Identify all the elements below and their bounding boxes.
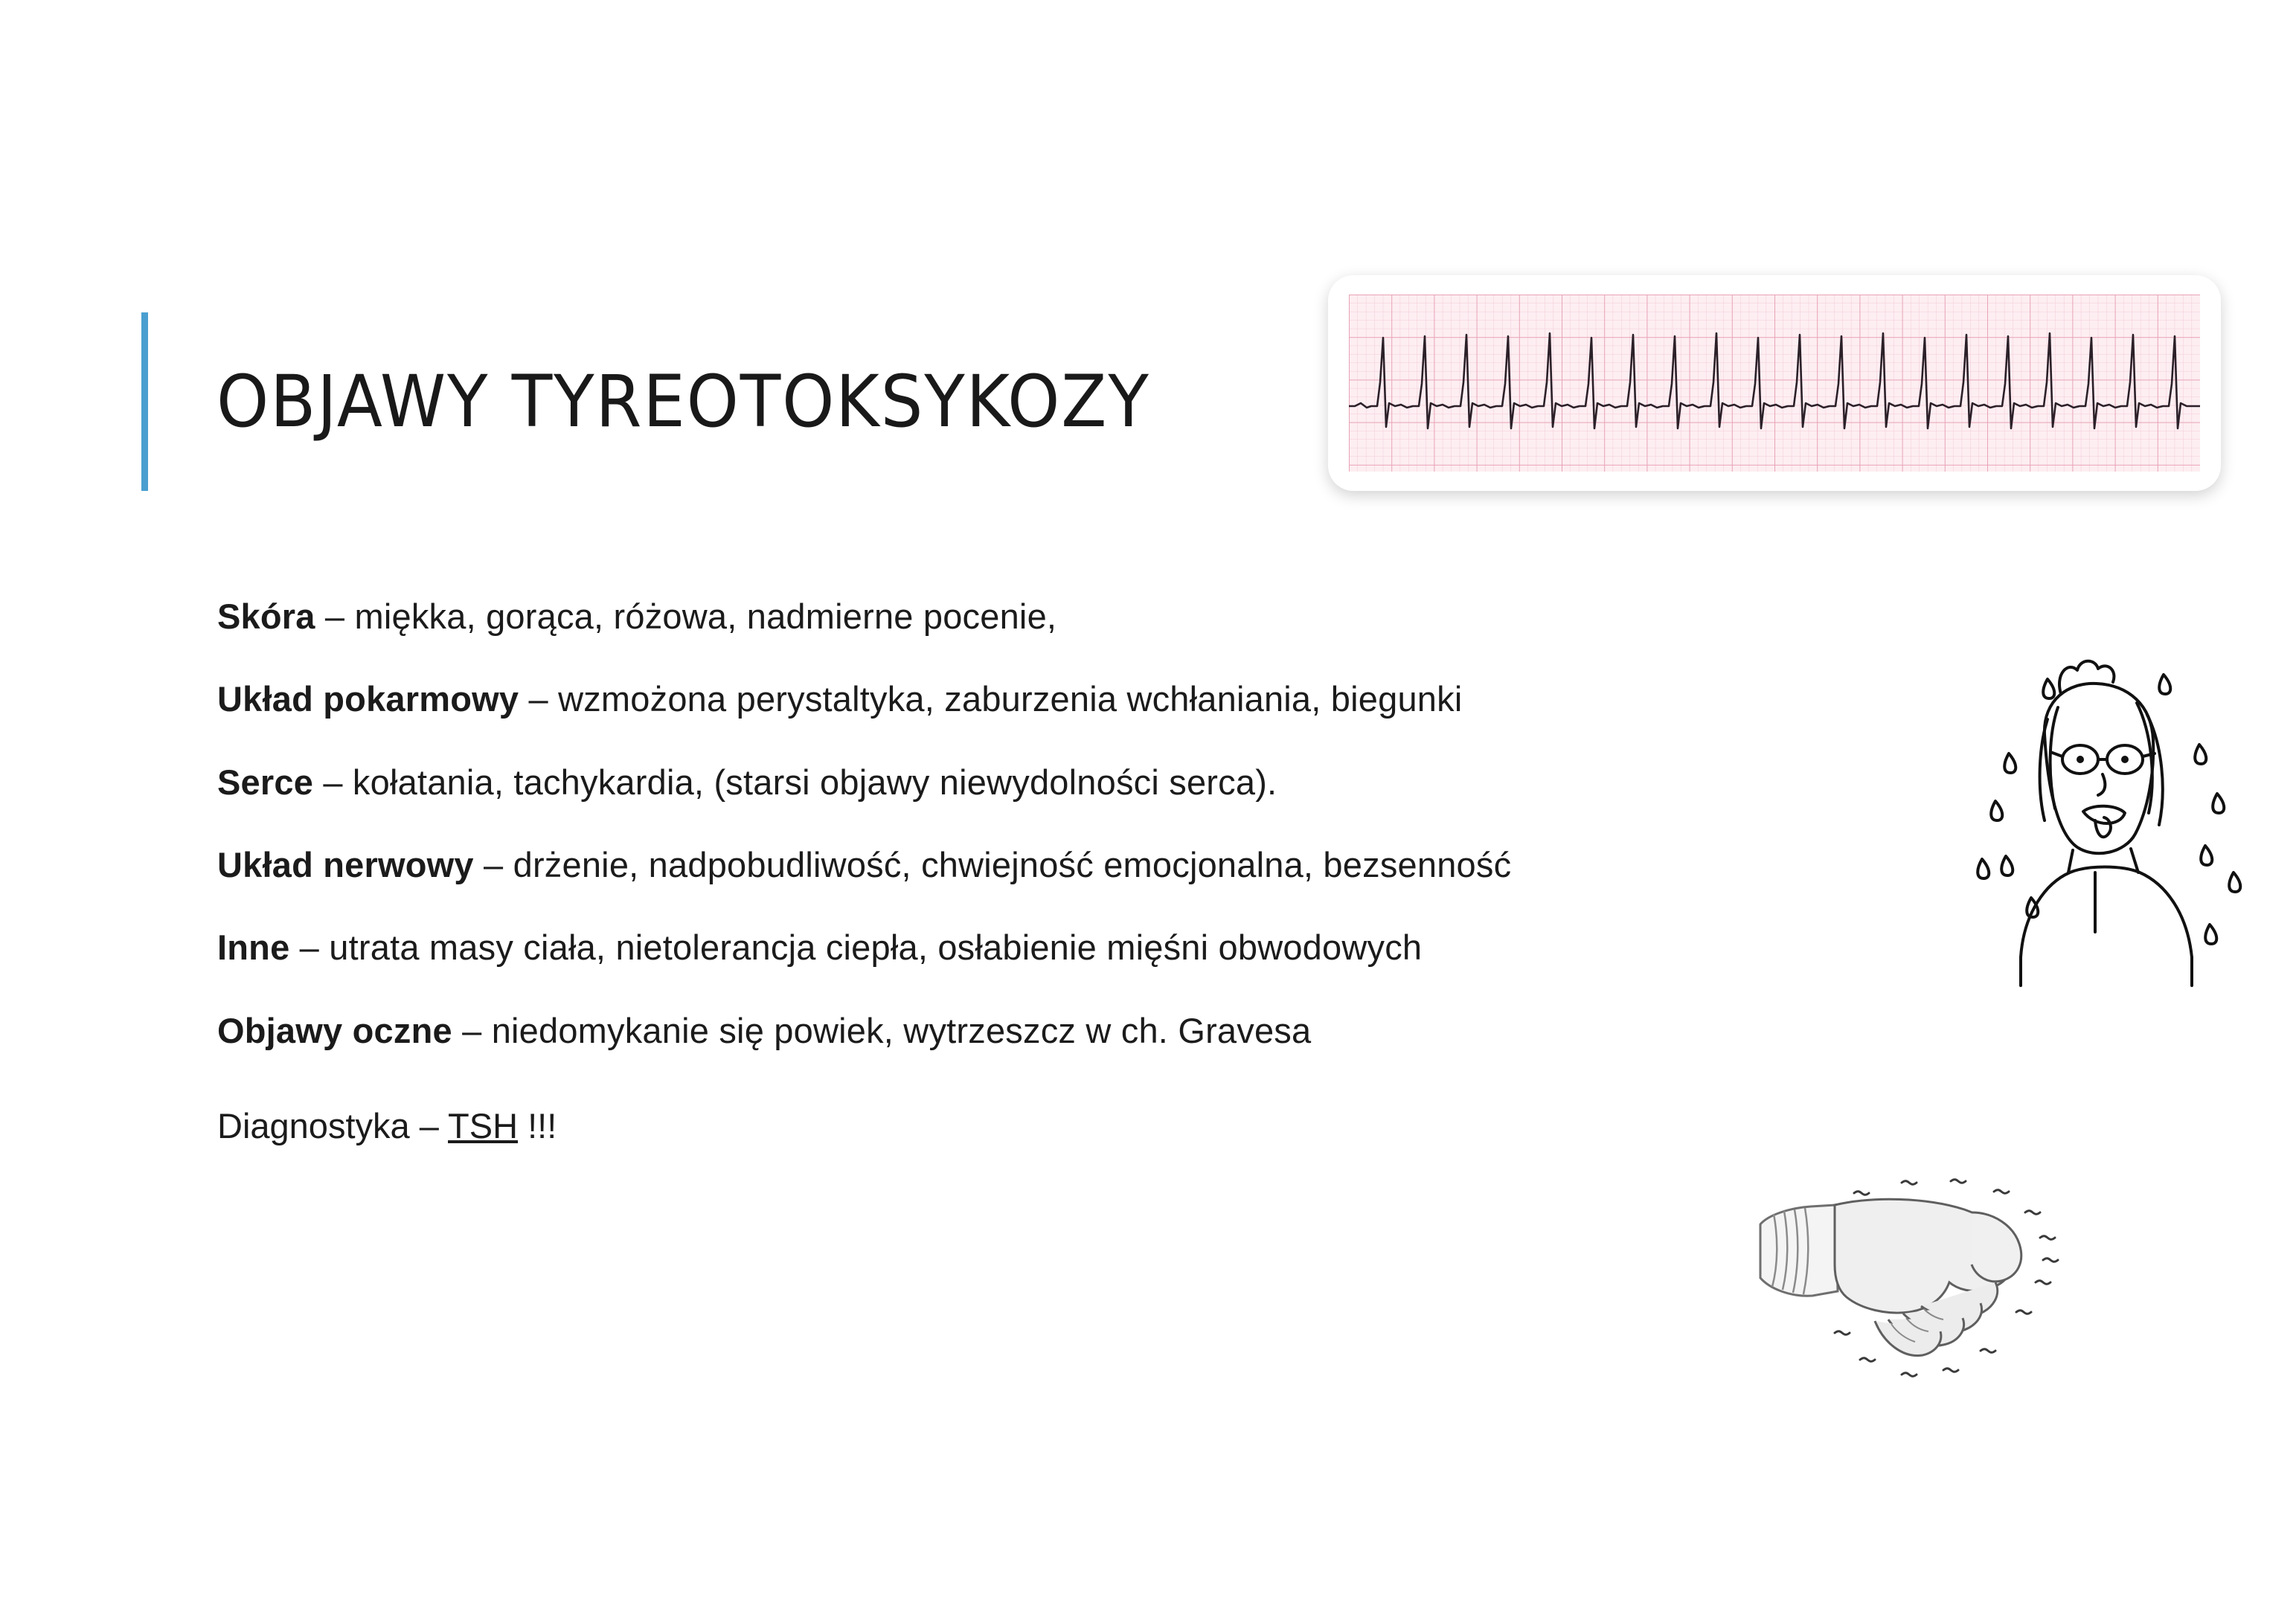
ecg-strip-icon: [1349, 295, 2200, 472]
list-item-label: Układ pokarmowy: [217, 679, 519, 719]
list-item-label: Układ nerwowy: [217, 844, 474, 884]
list-item-dash: –: [473, 844, 513, 884]
list-item-text: utrata masy ciała, nietolerancja ciepła, osłabienie mięśni obwodowych: [329, 928, 1423, 968]
list-item-text: wzmożona perystaltyka, zaburzenia wchłaniania, biegunki: [558, 679, 1463, 719]
list-item-dash: –: [452, 1010, 492, 1050]
list-item-label: Serce: [217, 762, 314, 802]
list-item: [217, 595, 1943, 637]
list-item: [217, 843, 1943, 886]
title-accent-bar: [141, 312, 148, 491]
list-item: [217, 926, 1943, 968]
diagnostics-prefix: Diagnostyka –: [217, 1105, 449, 1145]
list-item-dash: –: [289, 928, 330, 968]
list-item-label: Objawy oczne: [217, 1010, 452, 1050]
list-item: [217, 761, 1943, 803]
page-title: [141, 312, 1220, 491]
list-item-text: niedomykanie się powiek, wytrzeszcz w ch. Gravesa: [491, 1010, 1312, 1050]
ecg-waveform: [1349, 295, 2200, 472]
diagnostics-underlined: TSH: [448, 1105, 519, 1145]
list-item-label: Inne: [217, 928, 290, 968]
list-item-dash: –: [315, 597, 355, 636]
diagnostics-suffix: !!!: [518, 1105, 557, 1145]
diagnostics-line: [217, 1105, 1943, 1146]
list-item-text: drżenie, nadpobudliwość, chwiejność emocjonalna, bezsenność: [513, 844, 1512, 884]
list-item-text: miękka, gorąca, różowa, nadmierne pocenie,: [354, 597, 1057, 636]
symptom-list: [217, 595, 1943, 1146]
list-item: [217, 1009, 1943, 1052]
title-text: OBJAWY TYREOTOKSYKOZY: [217, 360, 1150, 443]
sweating-woman-icon: [1949, 636, 2262, 1038]
list-item-dash: –: [519, 679, 559, 719]
list-item-text: kołatania, tachykardia, (starsi objawy niewydolności serca).: [352, 762, 1277, 802]
ecg-image-card: [1328, 275, 2221, 491]
trembling-hand-icon: [1748, 1160, 2165, 1406]
list-item-label: Skóra: [217, 597, 315, 636]
list-item-dash: –: [313, 762, 353, 802]
list-item: [217, 678, 1943, 720]
